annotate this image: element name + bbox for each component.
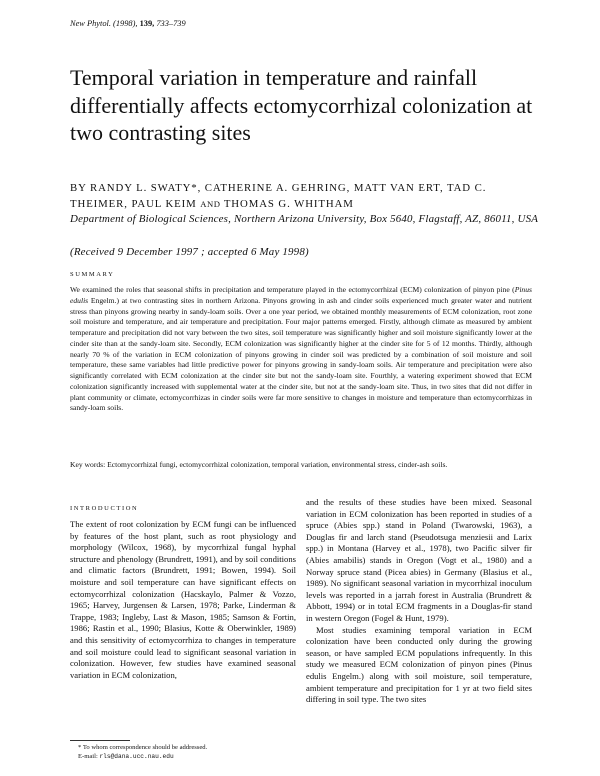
footnote-text: * To whom correspondence should be addressed.	[78, 744, 208, 751]
journal-citation	[70, 19, 186, 28]
introduction-heading: INTRODUCTION	[70, 505, 139, 512]
intro-right-column	[306, 497, 532, 706]
summary-species: Pinus edulis	[70, 285, 532, 305]
summary-text	[70, 285, 532, 414]
authors-main: BY RANDY L. SWATY*, CATHERINE A. GEHRING, MATT VAN ERT, TAD C. THEIMER, PAUL KEIM	[70, 182, 487, 210]
footnote	[78, 744, 207, 761]
journal-volume: 139,	[139, 19, 155, 28]
paper-title: Temporal variation in temperature and rainfall differentially affects ectomycorrhizal colonization at two contrasting sites	[70, 65, 533, 145]
intro-right-paragraph-2: Most studies examining temporal variation in ECM colonization have been conducted only during the growing season, or have sampled ECM populations infrequently. In this study we measured ECM colonization of pinyon pines (Pinus edulis Engelm.) along with soil moisture, soil temperature, ambient temperature and precipitation for 1 yr at two field sites differing in soil type. The two sites	[306, 624, 532, 705]
keywords: Key words: Ectomycorrhizal fungi, ectomycorrhizal colonization, temporal variation, environmental stress, cinder-ash soils.	[70, 460, 448, 469]
footnote-divider	[70, 740, 130, 741]
journal-name: New Phytol.	[70, 19, 111, 28]
summary-part1: We examined the roles that seasonal shifts in precipitation and temperature played in the ectomycorrhizal (ECM) colonization of pinyon pine (	[70, 285, 515, 294]
summary-part2: Engelm.) at two contrasting sites in northern Arizona. Pinyons growing in ash and cinder soils experienced much greater water and nutrient stress than pinyons growing nearby in sandy-loam soils. Over a one year period, we obtained monthly measurements of ECM colonization, root zone soil moisture and temperature, and air temperature and precipitation. Four major patterns emerged. Firstly, although climate as measured by ambient temperature and precipitation did not vary between the two sites, soil temperature was significantly higher and soil moisture significantly lower at the cinder site than at the sandy-loam site. Secondly, ECM colonization was significantly higher at the cinder site for 5 of 12 months. Thirdly, although nearly 70 % of the variation in ECM colonization of pinyons growing in cinder soil was predicted by a combination of soil moisture and soil temperature, these same variables had little predictive power for pinyons growing in sandy-loam soils. Air temperature and precipitation were also significantly correlated with ECM colonization at the cinder site but not the sandy-loam site. Fourthly, a watering experiment showed that ECM colonization significantly increased with supplemental water at the cinder site, but not at the sandy-loam site. Thus, in two sites that did not differ in plant community or climate, ectomycorrhizas in cinder soils were far more sensitive to changes in moisture and temperature than ectomycorrhizas in sandy-loam soils.	[70, 295, 532, 413]
affiliation: Department of Biological Sciences, Northern Arizona University, Box 5640, Flagstaff, AZ, 86011, USA	[70, 213, 539, 225]
journal-year: (1998),	[113, 19, 138, 28]
intro-left-column: The extent of root colonization by ECM fungi can be influenced by features of the host plant, such as root physiology and morphology (Wilcox, 1968), by mycorrhizal fungal hyphal structure and phenology (Brundrett, 1991), and by soil conditions and climatic factors (Brundrett, 1991; Bowen, 1994). Soil moisture and soil temperature can have significant effects on ectomycorrhizal colonization (Hacskaylo, Palmer & Vozzo, 1965; Harvey, Jurgensen & Larsen, 1978; Parke, Linderman & Trappe, 1983; Ingleby, Last & Mason, 1985; Samson & Fortin, 1986; Rastin et al., 1990; Blasius, Kotte & Oberwinkler, 1989) and this sensitivity of ectomycorrhiza to changes in temperature and soil moisture could lead to significant seasonal variation in colonization. However, few studies have examined seasonal variation in ECM colonization,	[70, 519, 296, 680]
received-dates: (Received 9 December 1997 ; accepted 6 May 1998)	[70, 246, 309, 258]
authors-and: AND	[200, 198, 221, 209]
author-list	[70, 181, 540, 212]
footnote-email-link[interactable]: rls@dana.ucc.nau.edu	[99, 752, 174, 760]
authors-last: THOMAS G. WHITHAM	[223, 197, 354, 210]
journal-pages: 733–739	[156, 19, 186, 28]
intro-right-paragraph-1: and the results of these studies have been mixed. Seasonal variation in ECM colonization has been reported in studies of a spruce (Abies spp.) stand in Poland (Twarowski, 1963), a Douglas fir and larch stand (Pseudotsuga menziesii and Larix spp.) in Montana (Harvey et al., 1978), two Pacific silver fir (Abies amabilis) stands in Oregon (Vogt et al., 1980) and a Norway spruce stand (Picea abies) in Germany (Blasius et al., 1989). No significant seasonal variation in mycorrhizal inoculum levels was reported in a jarrah forest in Australia (Brundrett & Abbott, 1994) or in total ECM fragments in a Douglas-fir stand in western Oregon (Fogel & Hunt, 1979).	[306, 497, 532, 623]
footnote-email-label: E-mail:	[78, 752, 98, 760]
summary-heading: SUMMARY	[70, 271, 115, 278]
